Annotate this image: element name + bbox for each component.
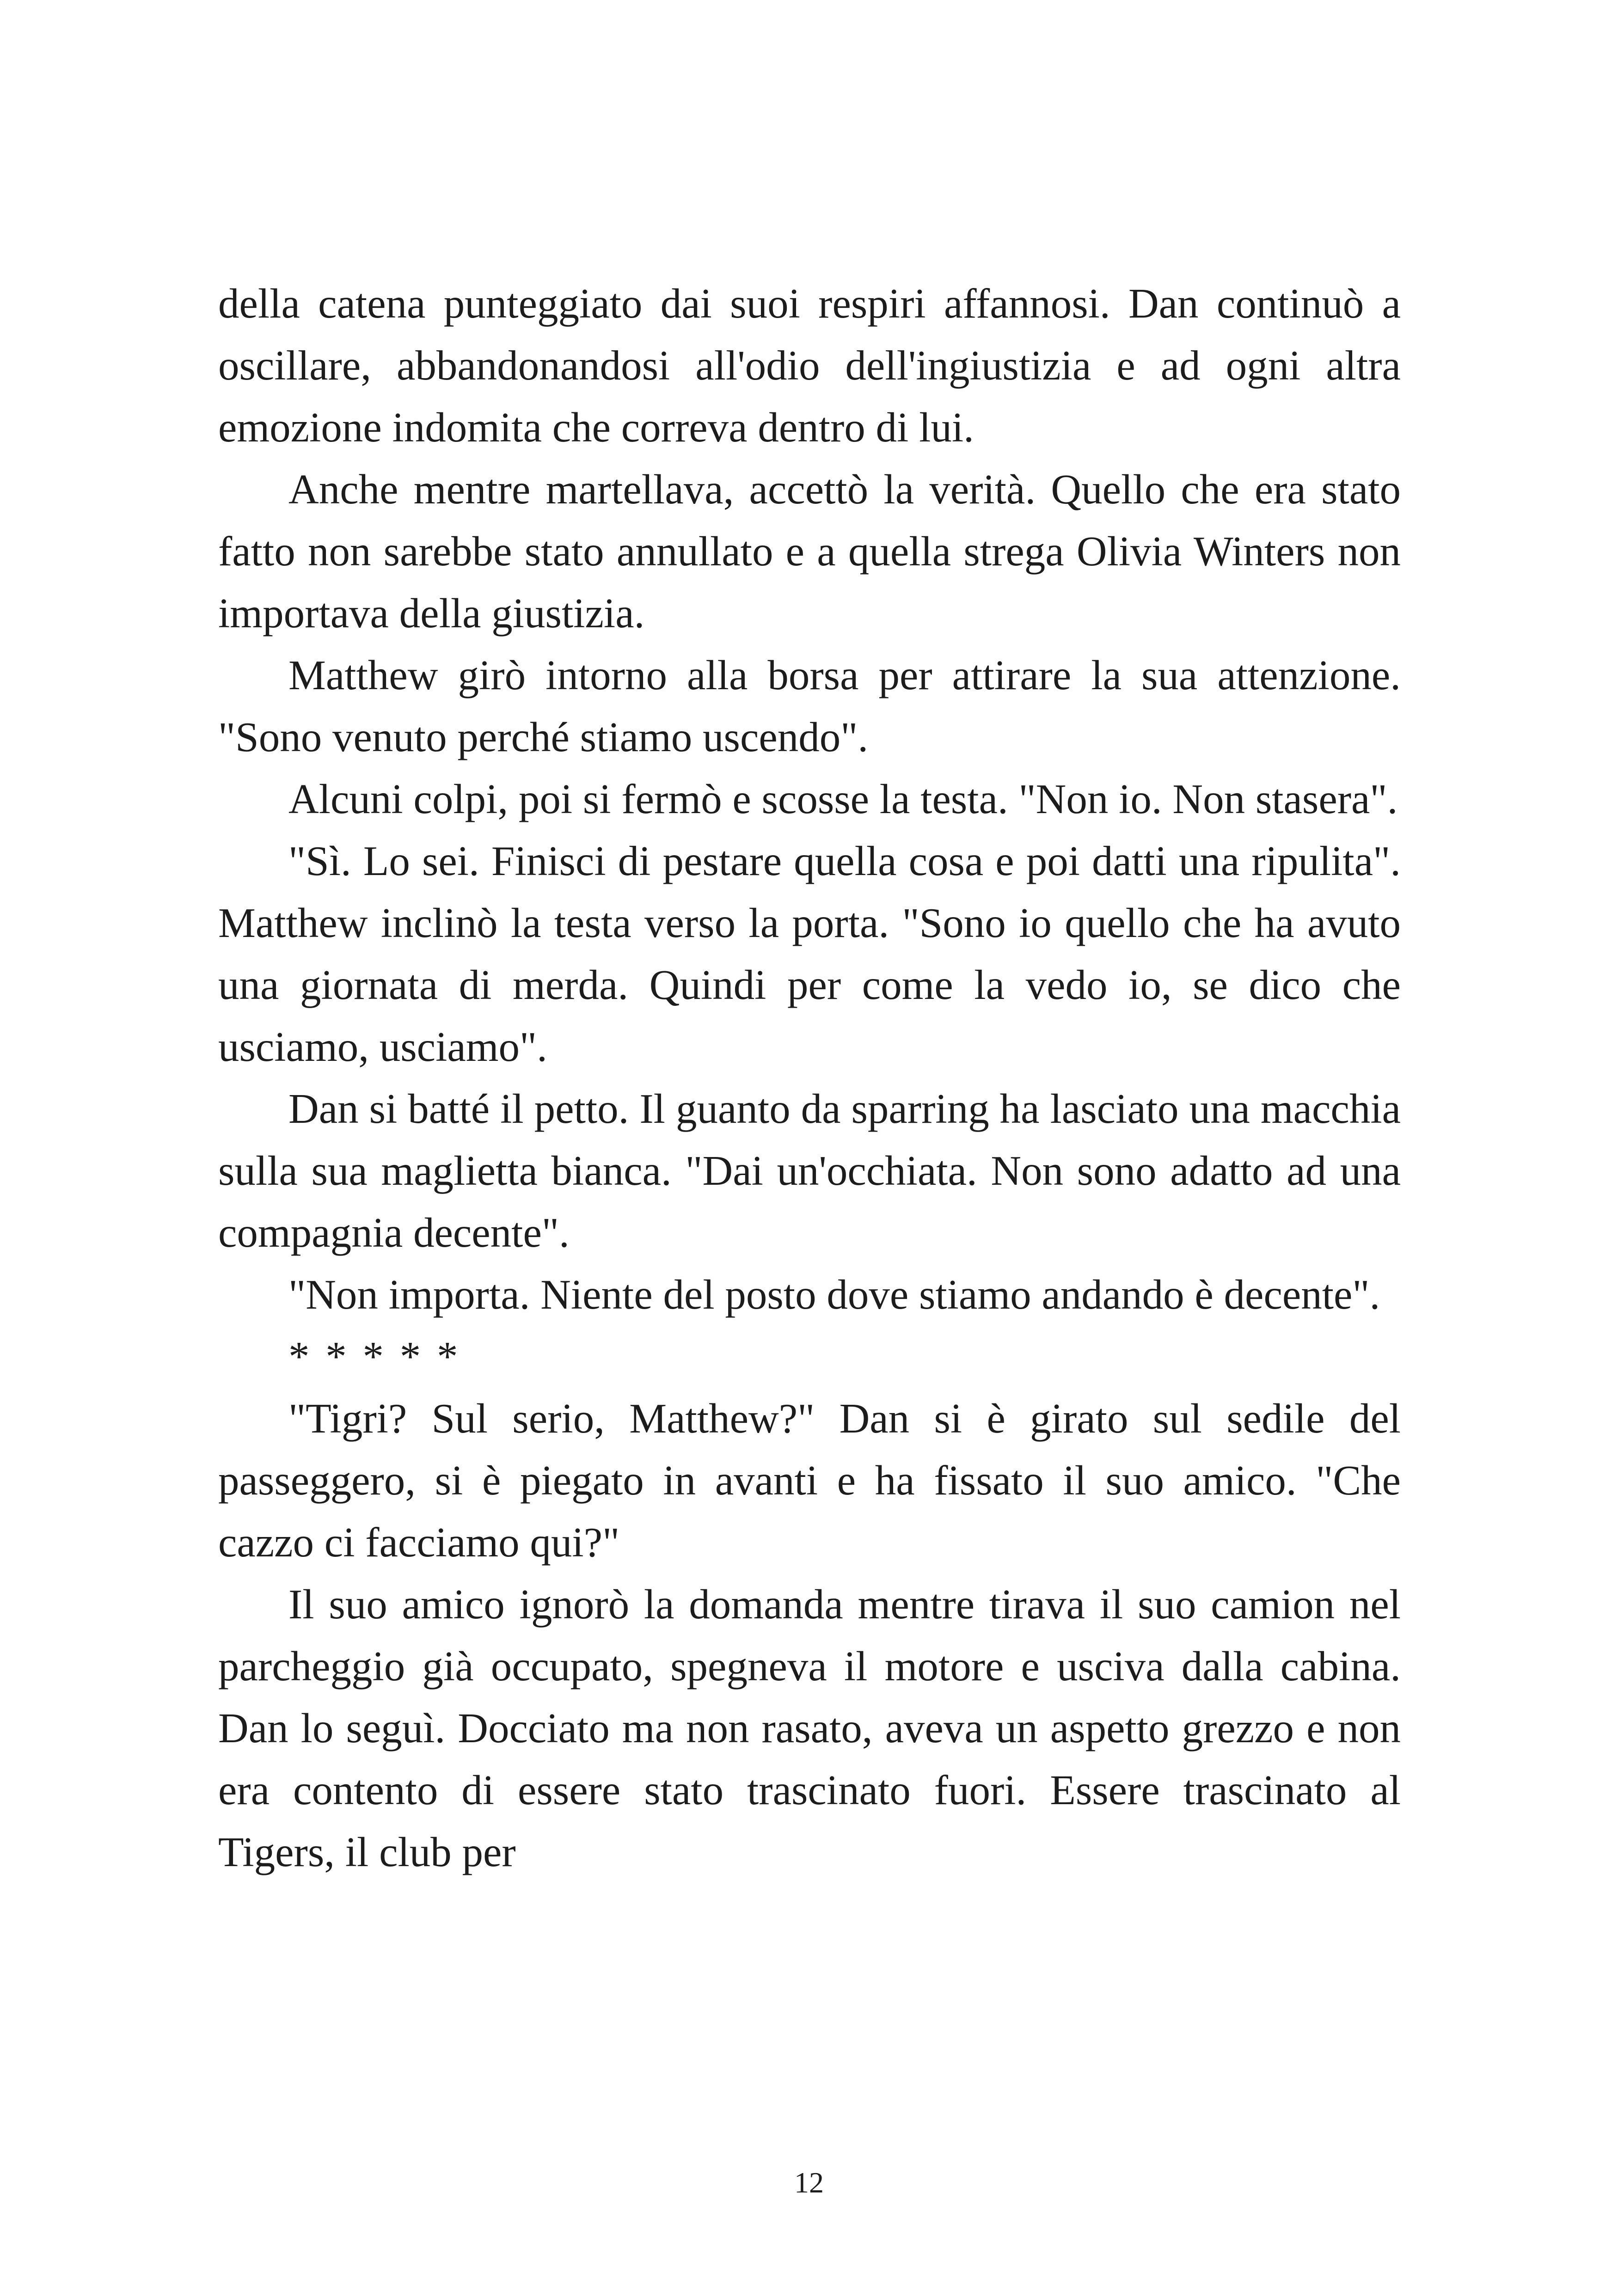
scene-break: * * * * * xyxy=(288,1333,461,1380)
page-number: 12 xyxy=(794,2166,824,2199)
paragraph: Dan si batté il petto. Il guanto da sparring ha lasciato una macchia sulla sua maglietta bianca. "Dai un'occhiata. Non sono adatto ad una compagnia decente". xyxy=(218,1085,1401,1256)
paragraph-continuation: della catena punteggiato dai suoi respiri affannosi. Dan continuò a oscillare, abbandonandosi all'odio dell'ingiustizia e ad ogni altra emozione indomita che correva dentro di lui. xyxy=(218,280,1401,451)
paragraph: "Sì. Lo sei. Finisci di pestare quella cosa e poi datti una ripulita". Matthew inclinò la testa verso la porta. "Sono io quello che ha avuto una giornata di merda. Quindi per come la vedo io, se dico che usciamo, usciamo". xyxy=(218,838,1401,1070)
paragraph: Matthew girò intorno alla borsa per attirare la sua attenzione. "Sono venuto perché stiamo uscendo". xyxy=(218,652,1401,760)
paragraph: Alcuni colpi, poi si fermò e scosse la testa. "Non io. Non stasera". xyxy=(288,776,1398,822)
paragraph-last: Il suo amico ignorò la domanda mentre tirava il suo camion nel parcheggio già occupato, spegneva il motore e usciva dalla cabina. Dan lo seguì. Docciato ma non rasato, aveva un aspetto grezzo e non era contento di essere stato trascinato fuori. Essere trascinato al Tigers, il club per xyxy=(218,1581,1401,1875)
body-text xyxy=(218,273,1401,1883)
paragraph: Anche mentre martellava, accettò la verità. Quello che era stato fatto non sarebbe stato annullato e a quella strega Olivia Winters non importava della giustizia. xyxy=(218,466,1401,637)
paragraph: "Tigri? Sul serio, Matthew?" Dan si è girato sul sedile del passeggero, si è piegato in avanti e ha fissato il suo amico. "Che cazzo ci facciamo qui?" xyxy=(218,1395,1401,1566)
paragraph: "Non importa. Niente del posto dove stiamo andando è decente". xyxy=(288,1271,1380,1318)
